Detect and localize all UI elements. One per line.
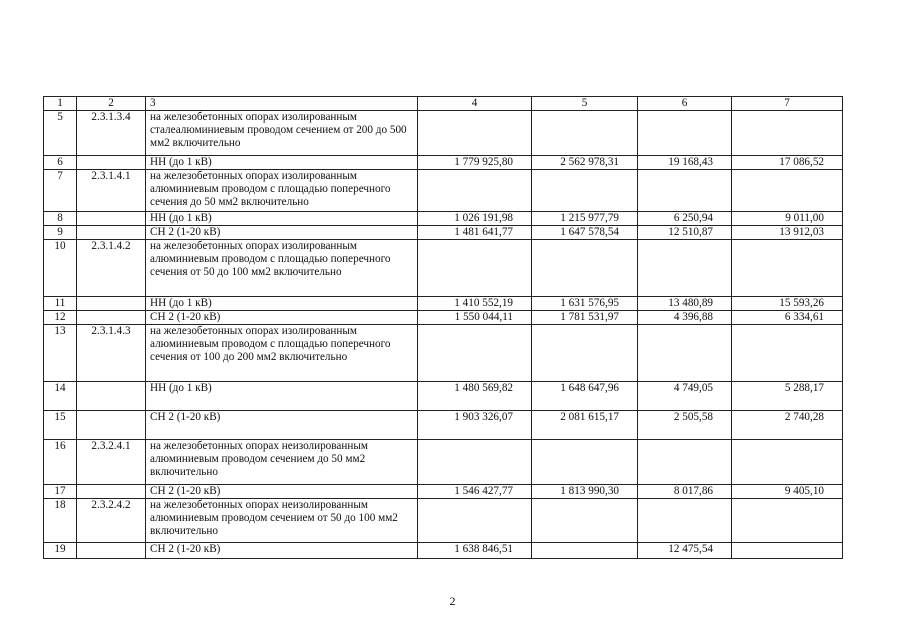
value-col5-cell: 1 648 647,96 (532, 382, 638, 411)
value-col7-cell (732, 543, 843, 559)
value-col5-cell: 1 813 990,30 (532, 485, 638, 499)
value-col5-cell: 2 562 978,31 (532, 156, 638, 170)
table-row (44, 499, 843, 543)
value-col6-cell: 13 480,89 (638, 297, 732, 311)
item-code-cell: 2.3.1.4.3 (77, 325, 146, 382)
value-col6-cell: 4 749,05 (638, 382, 732, 411)
value-col7-cell (732, 325, 843, 382)
item-code-cell: 2.3.1.4.1 (77, 170, 146, 212)
row-number-cell: 7 (44, 170, 77, 212)
value-col7-cell (732, 111, 843, 156)
row-number-cell: 10 (44, 240, 77, 297)
value-col5-cell (532, 325, 638, 382)
description-cell: СН 2 (1-20 кВ) (146, 543, 418, 559)
header-cell: 1 (44, 97, 77, 111)
item-code-cell: 2.3.2.4.1 (77, 440, 146, 485)
value-col7-cell (732, 240, 843, 297)
table-row (44, 111, 843, 156)
row-number-cell: 5 (44, 111, 77, 156)
table-row (44, 240, 843, 297)
tariff-table (43, 96, 843, 559)
description-cell: СН 2 (1-20 кВ) (146, 485, 418, 499)
row-number-cell: 13 (44, 325, 77, 382)
value-col7-cell: 17 086,52 (732, 156, 843, 170)
value-col4-cell: 1 480 569,82 (418, 382, 532, 411)
table-row (44, 156, 843, 170)
value-col5-cell: 1 215 977,79 (532, 212, 638, 226)
value-col7-cell: 15 593,26 (732, 297, 843, 311)
table-row (44, 170, 843, 212)
value-col5-cell: 1 647 578,54 (532, 226, 638, 240)
value-col7-cell (732, 440, 843, 485)
value-col4-cell (418, 111, 532, 156)
value-col5-cell (532, 543, 638, 559)
description-cell: СН 2 (1-20 кВ) (146, 226, 418, 240)
description-cell: на железобетонных опорах изолированным сталеалюминиевым проводом сечением от 200 до 500 мм2 включительно (146, 111, 418, 156)
row-number-cell: 14 (44, 382, 77, 411)
table-row (44, 485, 843, 499)
value-col5-cell (532, 440, 638, 485)
description-cell: на железобетонных опорах изолированным алюминиевым проводом с площадью поперечного сечения от 100 до 200 мм2 включительно (146, 325, 418, 382)
table-header-row (44, 97, 843, 111)
value-col6-cell: 8 017,86 (638, 485, 732, 499)
value-col6-cell (638, 240, 732, 297)
item-code-cell: 2.3.1.4.2 (77, 240, 146, 297)
description-cell: СН 2 (1-20 кВ) (146, 411, 418, 440)
value-col7-cell: 13 912,03 (732, 226, 843, 240)
table-row (44, 297, 843, 311)
value-col4-cell: 1 481 641,77 (418, 226, 532, 240)
row-number-cell: 8 (44, 212, 77, 226)
item-code-cell (77, 411, 146, 440)
value-col4-cell: 1 410 552,19 (418, 297, 532, 311)
item-code-cell (77, 382, 146, 411)
value-col5-cell (532, 499, 638, 543)
row-number-cell: 18 (44, 499, 77, 543)
value-col7-cell (732, 499, 843, 543)
row-number-cell: 15 (44, 411, 77, 440)
table-row (44, 382, 843, 411)
value-col4-cell (418, 325, 532, 382)
row-number-cell: 19 (44, 543, 77, 559)
row-number-cell: 11 (44, 297, 77, 311)
header-cell: 4 (418, 97, 532, 111)
value-col6-cell: 19 168,43 (638, 156, 732, 170)
item-code-cell (77, 485, 146, 499)
item-code-cell: 2.3.2.4.2 (77, 499, 146, 543)
table-row (44, 543, 843, 559)
description-cell: на железобетонных опорах неизолированным алюминиевым проводом сечением до 50 мм2 включительно (146, 440, 418, 485)
description-cell: СН 2 (1-20 кВ) (146, 311, 418, 325)
value-col6-cell (638, 325, 732, 382)
value-col4-cell (418, 170, 532, 212)
item-code-cell: 2.3.1.3.4 (77, 111, 146, 156)
header-cell: 2 (77, 97, 146, 111)
value-col5-cell (532, 240, 638, 297)
value-col6-cell (638, 111, 732, 156)
value-col7-cell: 2 740,28 (732, 411, 843, 440)
value-col4-cell (418, 240, 532, 297)
description-cell: НН (до 1 кВ) (146, 297, 418, 311)
value-col7-cell: 9 405,10 (732, 485, 843, 499)
value-col6-cell: 4 396,88 (638, 311, 732, 325)
table-row (44, 226, 843, 240)
value-col4-cell: 1 638 846,51 (418, 543, 532, 559)
row-number-cell: 6 (44, 156, 77, 170)
description-cell: НН (до 1 кВ) (146, 382, 418, 411)
value-col4-cell: 1 779 925,80 (418, 156, 532, 170)
item-code-cell (77, 212, 146, 226)
value-col6-cell (638, 499, 732, 543)
table-body (44, 111, 843, 559)
value-col4-cell: 1 550 044,11 (418, 311, 532, 325)
description-cell: на железобетонных опорах изолированным алюминиевым проводом с площадью поперечного сечения от 50 до 100 мм2 включительно (146, 240, 418, 297)
row-number-cell: 12 (44, 311, 77, 325)
table-row (44, 440, 843, 485)
header-cell: 6 (638, 97, 732, 111)
value-col5-cell (532, 170, 638, 212)
value-col5-cell: 2 081 615,17 (532, 411, 638, 440)
value-col6-cell: 6 250,94 (638, 212, 732, 226)
table-row (44, 311, 843, 325)
header-cell: 3 (146, 97, 418, 111)
table-row (44, 325, 843, 382)
row-number-cell: 17 (44, 485, 77, 499)
value-col5-cell: 1 781 531,97 (532, 311, 638, 325)
description-cell: НН (до 1 кВ) (146, 212, 418, 226)
value-col6-cell: 12 475,54 (638, 543, 732, 559)
value-col7-cell: 6 334,61 (732, 311, 843, 325)
header-cell: 5 (532, 97, 638, 111)
value-col5-cell: 1 631 576,95 (532, 297, 638, 311)
value-col6-cell (638, 170, 732, 212)
value-col4-cell: 1 026 191,98 (418, 212, 532, 226)
item-code-cell (77, 543, 146, 559)
description-cell: НН (до 1 кВ) (146, 156, 418, 170)
value-col5-cell (532, 111, 638, 156)
row-number-cell: 16 (44, 440, 77, 485)
table-row (44, 212, 843, 226)
value-col7-cell: 9 011,00 (732, 212, 843, 226)
value-col4-cell: 1 903 326,07 (418, 411, 532, 440)
value-col6-cell: 2 505,58 (638, 411, 732, 440)
value-col4-cell (418, 440, 532, 485)
item-code-cell (77, 297, 146, 311)
value-col7-cell (732, 170, 843, 212)
description-cell: на железобетонных опорах неизолированным алюминиевым проводом сечением от 50 до 100 мм2 включительно (146, 499, 418, 543)
item-code-cell (77, 311, 146, 325)
value-col4-cell: 1 546 427,77 (418, 485, 532, 499)
value-col4-cell (418, 499, 532, 543)
table-row (44, 411, 843, 440)
value-col6-cell (638, 440, 732, 485)
page-number: 2 (449, 594, 456, 608)
value-col6-cell: 12 510,87 (638, 226, 732, 240)
row-number-cell: 9 (44, 226, 77, 240)
item-code-cell (77, 156, 146, 170)
value-col7-cell: 5 288,17 (732, 382, 843, 411)
item-code-cell (77, 226, 146, 240)
header-cell: 7 (732, 97, 843, 111)
description-cell: на железобетонных опорах изолированным алюминиевым проводом с площадью поперечного сечения до 50 мм2 включительно (146, 170, 418, 212)
